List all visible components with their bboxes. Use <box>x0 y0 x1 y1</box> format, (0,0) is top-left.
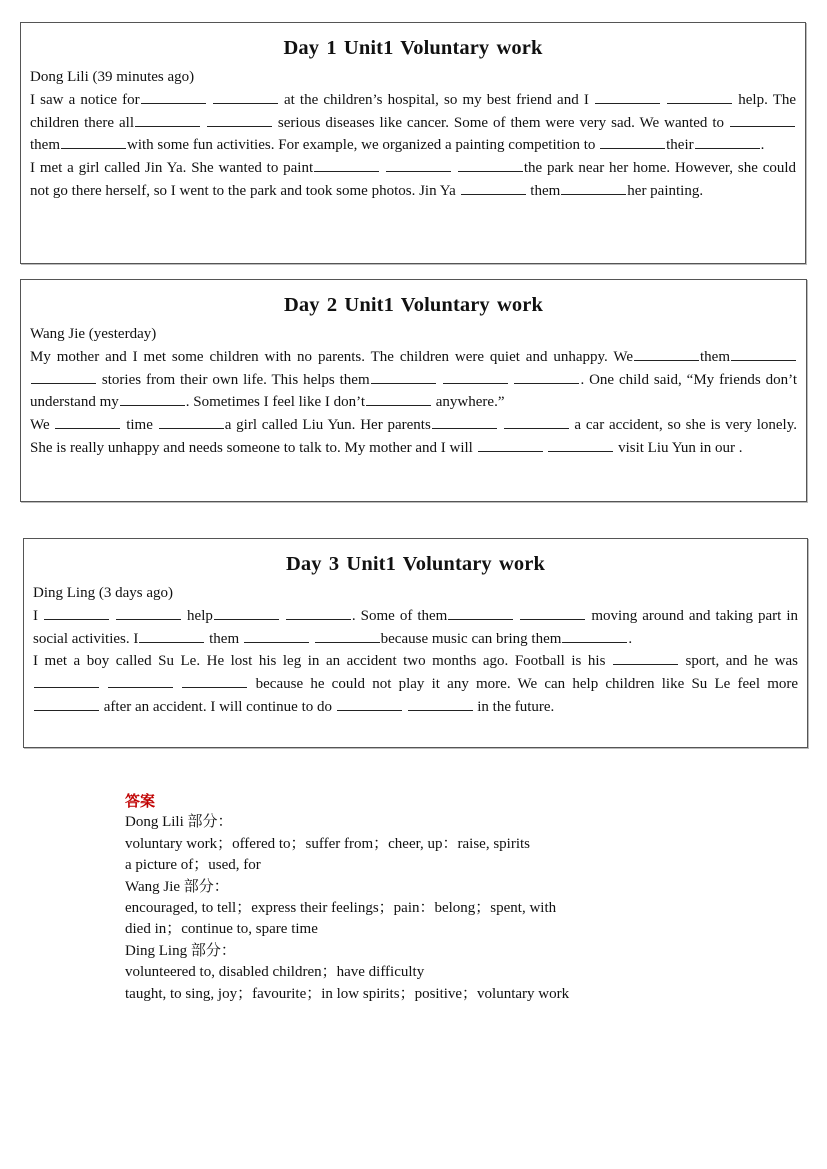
fill-in-blank[interactable] <box>448 605 513 620</box>
answer-line: a picture of；used, for <box>125 857 261 874</box>
fill-in-blank[interactable] <box>34 673 99 688</box>
fill-in-blank[interactable] <box>116 605 181 620</box>
fill-in-blank[interactable] <box>730 112 795 127</box>
fill-in-blank[interactable] <box>34 696 99 711</box>
passage-paragraph: I met a girl called Jin Ya. She wanted to paint the park near her home. However, she could not go there herself, so I went to the park and took some photos. Jin Ya them her painting. <box>30 157 796 203</box>
section-title: Day 1 Unit1 Voluntary work <box>283 37 543 59</box>
fill-in-blank[interactable] <box>214 605 279 620</box>
section-author: Wang Jie (yesterday) <box>30 326 157 342</box>
answer-line: died in；continue to, spare time <box>125 921 318 938</box>
fill-in-blank[interactable] <box>504 414 569 429</box>
answer-line: voluntary work；offered to；suffer from；cheer, up：raise, spirits <box>125 835 530 852</box>
fill-in-blank[interactable] <box>135 112 200 127</box>
fill-in-blank[interactable] <box>478 437 543 452</box>
passage-paragraph: My mother and I met some children with no parents. The children were quiet and unhappy. We them stories from their own life. This helps them . One child said, “My friends don’t understand my . Sometimes I feel like I don’t anywhere.” <box>30 346 797 414</box>
answer-key <box>125 791 725 1005</box>
answer-line: taught, to sing, joy；favourite；in low spirits；positive；voluntary work <box>125 985 570 1002</box>
day2-section <box>20 279 807 502</box>
fill-in-blank[interactable] <box>613 650 678 665</box>
fill-in-blank[interactable] <box>562 628 627 643</box>
fill-in-blank[interactable] <box>731 346 796 361</box>
fill-in-blank[interactable] <box>207 112 272 127</box>
day3-section <box>23 538 808 748</box>
section-author: Dong Lili (39 minutes ago) <box>30 69 195 85</box>
fill-in-blank[interactable] <box>408 696 473 711</box>
fill-in-blank[interactable] <box>371 369 436 384</box>
section-title: Day 3 Unit1 Voluntary work <box>286 553 545 575</box>
answer-line: encouraged, to tell；express their feelings；pain：belong；spent, with <box>125 900 557 917</box>
section-title: Day 2 Unit1 Voluntary work <box>284 294 543 316</box>
fill-in-blank[interactable] <box>315 628 380 643</box>
fill-in-blank[interactable] <box>461 180 526 195</box>
fill-in-blank[interactable] <box>458 157 523 172</box>
fill-in-blank[interactable] <box>286 605 351 620</box>
fill-in-blank[interactable] <box>244 628 309 643</box>
fill-in-blank[interactable] <box>667 89 732 104</box>
fill-in-blank[interactable] <box>520 605 585 620</box>
fill-in-blank[interactable] <box>108 673 173 688</box>
fill-in-blank[interactable] <box>213 89 278 104</box>
passage-paragraph: I saw a notice for at the children’s hospital, so my best friend and I help. The children there all serious diseases like cancer. Some of them were very sad. We wanted to them with some fun activities. For example, we organized a painting competition to their . <box>30 89 796 157</box>
answer-line: Dong Lili 部分： <box>125 814 233 831</box>
fill-in-blank[interactable] <box>443 369 508 384</box>
answer-line: Ding Ling 部分： <box>125 942 236 959</box>
fill-in-blank[interactable] <box>314 157 379 172</box>
fill-in-blank[interactable] <box>595 89 660 104</box>
answer-line: volunteered to, disabled children；have difficulty <box>125 964 425 981</box>
fill-in-blank[interactable] <box>337 696 402 711</box>
fill-in-blank[interactable] <box>44 605 109 620</box>
answer-line: Wang Jie 部分： <box>125 878 229 895</box>
fill-in-blank[interactable] <box>514 369 579 384</box>
fill-in-blank[interactable] <box>386 157 451 172</box>
passage-paragraph: I met a boy called Su Le. He lost his leg in an accident two months ago. Football is his sport, and he was because he could not play it any more. We can help children like Su Le feel more after an accident. I will continue to do in the future. <box>33 650 798 718</box>
fill-in-blank[interactable] <box>31 369 96 384</box>
passage-paragraph: I help . Some of them moving around and taking part in social activities. I them because music can bring them . <box>33 605 798 651</box>
fill-in-blank[interactable] <box>432 414 497 429</box>
fill-in-blank[interactable] <box>141 89 206 104</box>
fill-in-blank[interactable] <box>561 180 626 195</box>
fill-in-blank[interactable] <box>182 673 247 688</box>
passage-paragraph: We time a girl called Liu Yun. Her parents a car accident, so she is very lonely. She is really unhappy and needs someone to talk to. My mother and I will visit Liu Yun in our . <box>30 414 797 460</box>
fill-in-blank[interactable] <box>600 134 665 149</box>
fill-in-blank[interactable] <box>61 134 126 149</box>
day1-section <box>20 22 806 264</box>
answer-key-title: 答案 <box>125 792 156 810</box>
fill-in-blank[interactable] <box>366 391 431 406</box>
fill-in-blank[interactable] <box>695 134 760 149</box>
section-author: Ding Ling (3 days ago) <box>33 585 173 601</box>
fill-in-blank[interactable] <box>159 414 224 429</box>
fill-in-blank[interactable] <box>139 628 204 643</box>
fill-in-blank[interactable] <box>120 391 185 406</box>
fill-in-blank[interactable] <box>634 346 699 361</box>
fill-in-blank[interactable] <box>548 437 613 452</box>
fill-in-blank[interactable] <box>55 414 120 429</box>
